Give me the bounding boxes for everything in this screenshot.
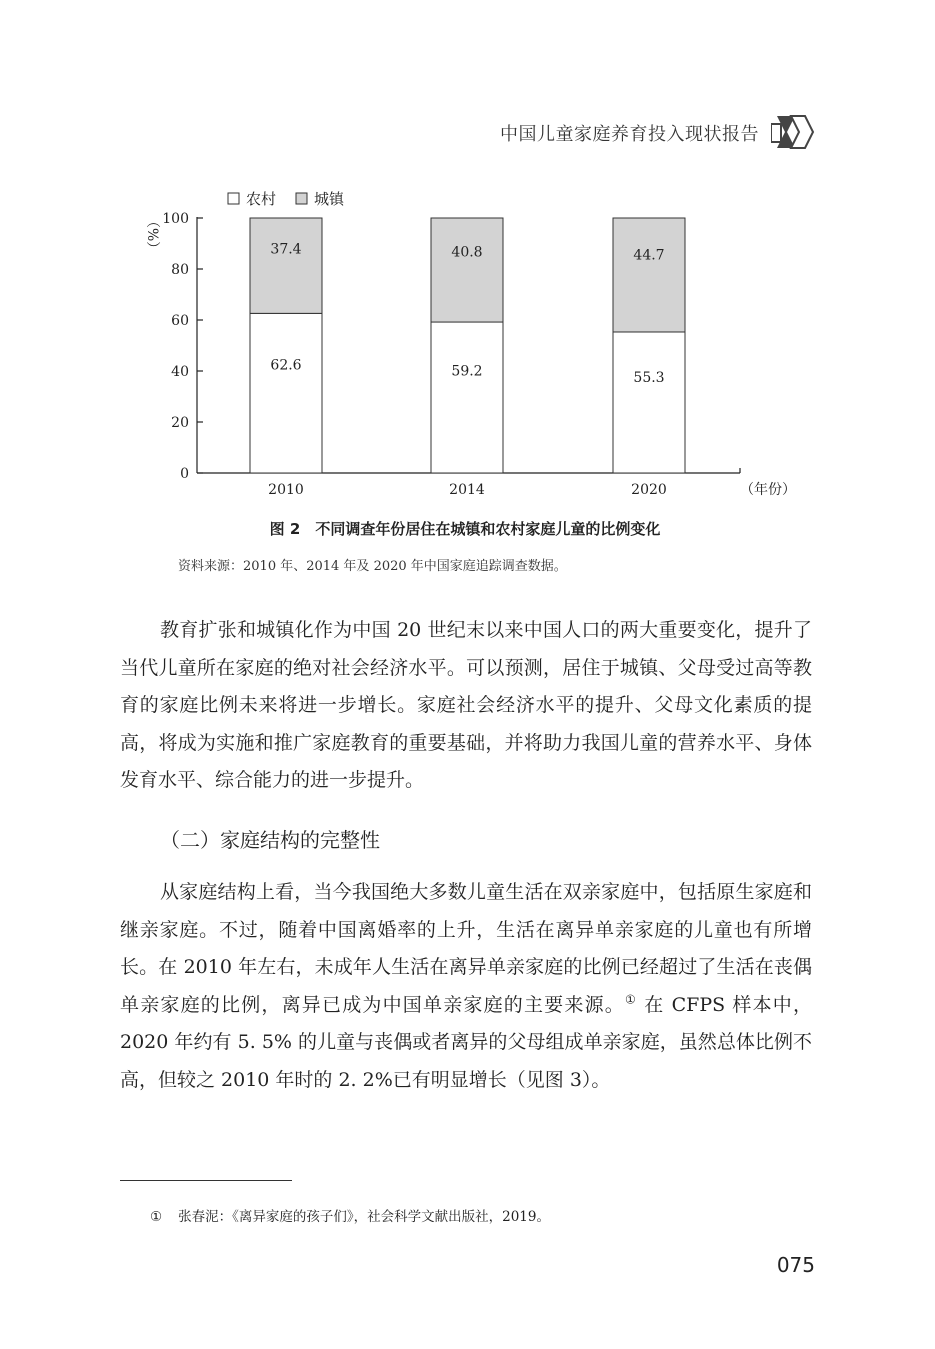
bar-segment-urban: [250, 218, 322, 313]
data-label: 59.2: [451, 363, 483, 380]
footnote: [150, 1205, 800, 1225]
bar-segment-rural: [431, 322, 503, 473]
section-heading: （二）家庭结构的完整性: [160, 828, 380, 852]
data-label: 40.8: [451, 244, 483, 261]
y-tick-label: 80: [171, 262, 189, 278]
bar-segment-rural: [250, 313, 322, 473]
data-label: 44.7: [633, 247, 665, 264]
legend-label-urban: 城镇: [314, 190, 345, 208]
body-paragraph-2: [120, 874, 812, 1100]
body-paragraph-2-part-b: 在 CFPS 样本中，2020 年约有 5. 5% 的儿童与丧偶或者离异的父母组成单亲家庭，虽然总体比例不高，但较之 2010 年时的 2. 2%已有明显增长（见图 3）。: [120, 993, 813, 1091]
body-paragraph-1: 教育扩张和城镇化作为中国 20 世纪末以来中国人口的两大重要变化，提升了当代儿童所在家庭的绝对社会经济水平。可以预测，居住于城镇、父母受过高等教育的家庭比例未来将进一步增长。家庭社会经济水平的提升、父母文化素质的提高，将成为实施和推广家庭教育的重要基础，并将助力我国儿童的营养水平、身体发育水平、综合能力的进一步提升。: [120, 619, 812, 792]
page-number: 075: [776, 1253, 815, 1277]
footnote-reference[interactable]: ①: [625, 992, 637, 1007]
legend-swatch-urban: [296, 193, 307, 204]
stacked-bar-chart: [120, 180, 810, 510]
bar-segment-urban: [613, 218, 685, 332]
legend-label-rural: 农村: [246, 190, 277, 208]
y-tick-label: 60: [171, 313, 189, 329]
bar-segment-rural: [613, 332, 685, 473]
running-header-title: 中国儿童家庭养育投入现状报告: [500, 124, 759, 145]
y-tick-label: 20: [171, 415, 189, 431]
header-chevron-icon: [771, 114, 815, 150]
x-tick-label: 2020: [631, 482, 667, 498]
footnote-mark: ①: [150, 1209, 163, 1225]
data-label: 55.3: [633, 370, 665, 387]
figure-source-note: 资料来源：2010 年、2014 年及 2020 年中国家庭追踪调查数据。: [178, 559, 567, 574]
data-label: 37.4: [270, 241, 302, 258]
footnote-rule: [120, 1180, 292, 1181]
body-paragraph-2-part-a: 从家庭结构上看，当今我国绝大多数儿童生活在双亲家庭中，包括原生家庭和继亲家庭。不过，随着中国离婚率的上升，生活在离异单亲家庭的儿童也有所增长。在 2010 年左右，未成年人生活在离异单亲家庭的比例已经超过了生活在丧偶单亲家庭的比例，离异已成为中国单亲家庭的主要来源。: [120, 881, 812, 1016]
y-tick-label: 40: [171, 364, 189, 380]
data-label: 62.6: [270, 357, 302, 374]
x-axis-label: （年份）: [740, 482, 796, 498]
y-axis-label: （%）: [144, 214, 160, 256]
y-tick-label: 0: [180, 466, 189, 482]
legend-swatch-rural: [228, 193, 239, 204]
figure-caption: 图 2 不同调查年份居住在城镇和农村家庭儿童的比例变化: [269, 520, 661, 538]
y-tick-label: 100: [162, 211, 189, 227]
x-tick-label: 2014: [449, 482, 485, 498]
footnote-text: 张春泥：《离异家庭的孩子们》，社会科学文献出版社，2019。: [178, 1209, 550, 1225]
x-tick-label: 2010: [268, 482, 304, 498]
bar-segment-urban: [431, 218, 503, 322]
